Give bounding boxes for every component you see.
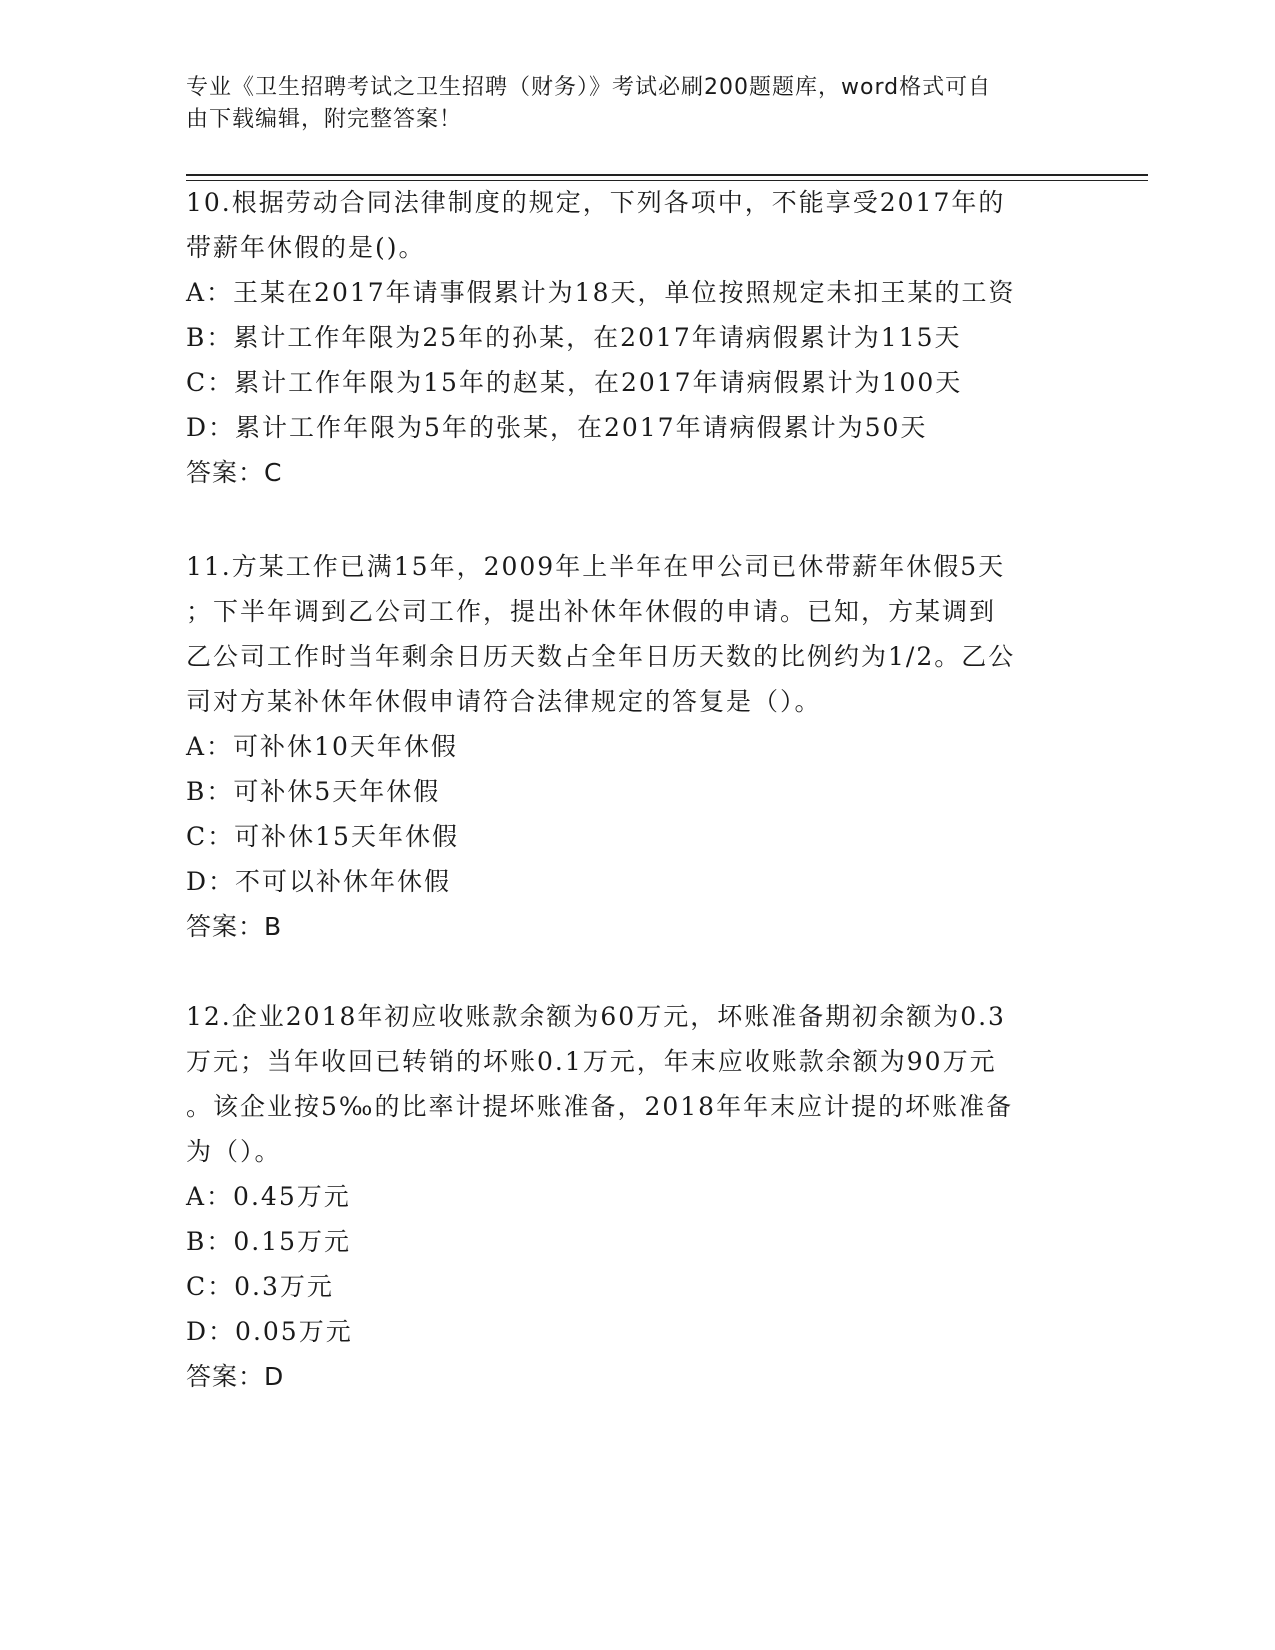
stem-line: 。该企业按5‰的比率计提坏账准备，2018年年末应计提的坏账准备 xyxy=(186,1092,1014,1121)
option-d: D：累计工作年限为5年的张某，在2017年请病假累计为50天 xyxy=(186,413,928,442)
option-b: B：累计工作年限为25年的孙某，在2017年请病假累计为115天 xyxy=(186,323,962,352)
stem-line: 万元；当年收回已转销的坏账0.1万元，年末应收账款余额为90万元 xyxy=(186,1047,997,1076)
stem-line: 带薪年休假的是()。 xyxy=(186,233,426,262)
question-stem xyxy=(186,544,1086,724)
option-a: A：0.45万元 xyxy=(186,1182,351,1211)
stem-line: 乙公司工作时当年剩余日历天数占全年日历天数的比例约为1/2。乙公 xyxy=(186,642,1016,671)
header-rule-thick xyxy=(186,174,1148,176)
question-stem xyxy=(186,180,1086,270)
header-line-2: 由下载编辑，附完整答案！ xyxy=(186,107,463,132)
answer: 答案：D xyxy=(186,1362,285,1391)
stem-line: 12.企业2018年初应收账款余额为60万元，坏账准备期初余额为0.3 xyxy=(186,1002,1006,1031)
document-header xyxy=(186,72,1066,136)
stem-line: ；下半年调到乙公司工作，提出补休年休假的申请。已知，方某调到 xyxy=(186,597,997,626)
option-d: D：不可以补休年休假 xyxy=(186,867,452,896)
option-b: B：0.15万元 xyxy=(186,1227,352,1256)
header-line-1: 专业《卫生招聘考试之卫生招聘（财务）》考试必刷200题题库，word格式可自 xyxy=(186,75,992,100)
stem-line: 为（）。 xyxy=(186,1137,282,1166)
option-c: C：可补休15天年休假 xyxy=(186,822,459,851)
answer: 答案：C xyxy=(186,458,283,487)
question-12 xyxy=(186,994,1086,1399)
option-c: C：累计工作年限为15年的赵某，在2017年请病假累计为100天 xyxy=(186,368,963,397)
option-b: B：可补休5天年休假 xyxy=(186,777,441,806)
question-10 xyxy=(186,180,1086,495)
stem-line: 司对方某补休年休假申请符合法律规定的答复是（）。 xyxy=(186,687,822,716)
question-stem xyxy=(186,994,1086,1174)
option-a: A：王某在2017年请事假累计为18天，单位按照规定未扣王某的工资 xyxy=(186,278,1016,307)
question-11 xyxy=(186,544,1086,949)
stem-line: 10.根据劳动合同法律制度的规定，下列各项中，不能享受2017年的 xyxy=(186,188,1006,217)
option-d: D：0.05万元 xyxy=(186,1317,353,1346)
answer: 答案：B xyxy=(186,912,283,941)
stem-line: 11.方某工作已满15年，2009年上半年在甲公司已休带薪年休假5天 xyxy=(186,552,1006,581)
option-a: A：可补休10天年休假 xyxy=(186,732,458,761)
option-c: C：0.3万元 xyxy=(186,1272,334,1301)
